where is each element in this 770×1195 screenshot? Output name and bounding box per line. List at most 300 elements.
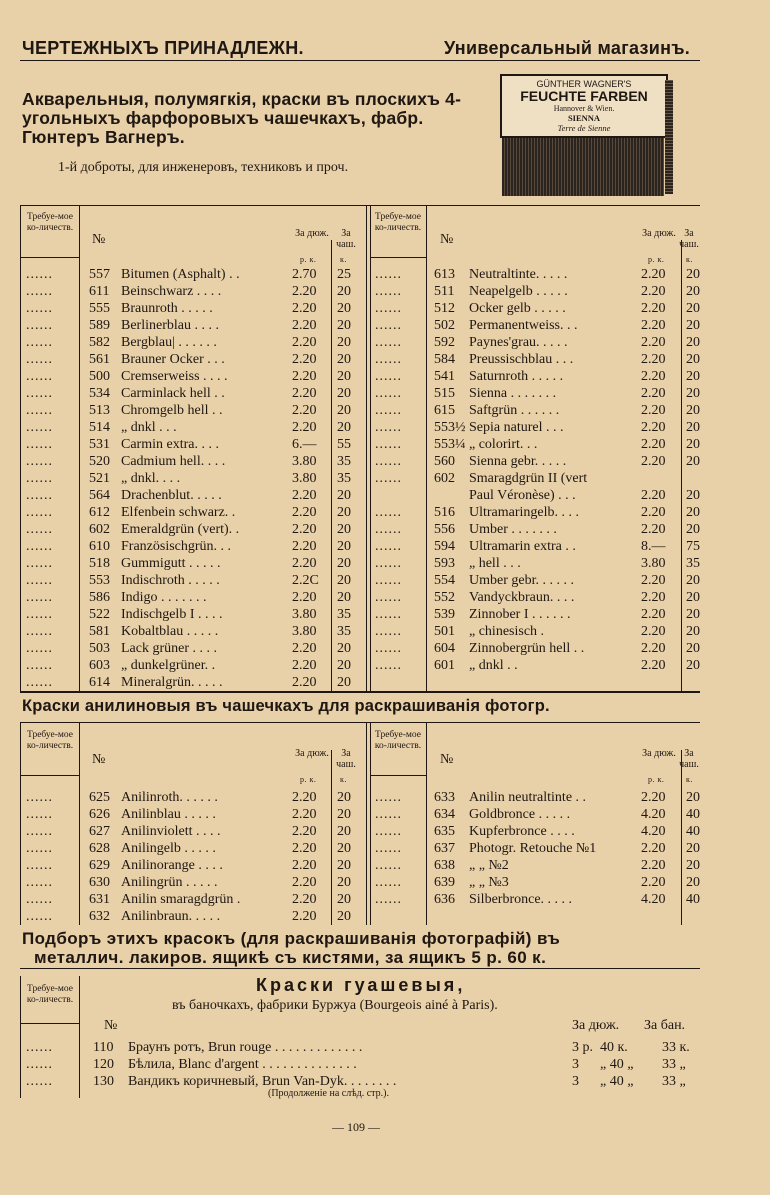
qty-blank: ......	[26, 539, 53, 554]
box-color-french-line: Terre de Sienne	[557, 123, 611, 133]
qty-blank: ......	[26, 658, 53, 673]
item-name: Umber gebr. . . . . .	[469, 573, 574, 588]
price-dozen: 3.80	[292, 624, 317, 639]
price-dozen: 2.70	[292, 267, 317, 282]
price-dozen: 2.20	[641, 790, 666, 805]
price-dozen: 2.20	[292, 488, 317, 503]
cup-header-aniline-right: За чаш.	[679, 748, 699, 770]
qty-blank: ......	[375, 403, 402, 418]
price-dozen: 2.20	[292, 858, 317, 873]
item-number: 531	[89, 437, 110, 452]
price-cup: 25	[337, 267, 351, 282]
item-number: 534	[89, 386, 110, 401]
item-number: 633	[434, 790, 455, 805]
price-cup: 20	[686, 267, 700, 282]
item-number: 625	[89, 790, 110, 805]
qty-blank: ......	[375, 301, 402, 316]
table-row	[0, 504, 770, 521]
item-name: Anilingelb . . . . .	[121, 841, 216, 856]
item-name: Bergblau| . . . . . .	[121, 335, 217, 350]
page-number: — 109 —	[332, 1120, 380, 1134]
item-name: Indigo . . . . . . .	[121, 590, 207, 605]
item-name: Вандикъ коричневый, Brun Van-Dyk. . . . . . . .	[128, 1074, 397, 1089]
price-cup: 20	[686, 335, 700, 350]
number-header-gouache: №	[104, 1018, 118, 1033]
price-dozen: 2.20	[292, 301, 317, 316]
item-number: 560	[434, 454, 455, 469]
item-number: 516	[434, 505, 455, 520]
price-cup: 20	[686, 454, 700, 469]
qty-blank: ......	[375, 454, 402, 469]
item-name: Braunroth . . . . .	[121, 301, 213, 316]
price-cup: 75	[686, 539, 700, 554]
item-name: Anilinbraun. . . . .	[121, 909, 221, 924]
item-number: 500	[89, 369, 110, 384]
price-cup: 20	[337, 909, 351, 924]
item-name: Vandyckbraun. . . .	[469, 590, 575, 605]
qty-blank: ......	[26, 875, 53, 890]
price-dozen: 4.20	[641, 892, 666, 907]
item-name: Saturnroth . . . . .	[469, 369, 564, 384]
price-dozen: 2.20	[292, 539, 317, 554]
price-cup: 35	[337, 454, 351, 469]
qty-header-aniline-left: Требуе-мое ко-личеств.	[26, 730, 74, 751]
item-name: Mineralgrün. . . . .	[121, 675, 223, 690]
qty-blank: ......	[375, 573, 402, 588]
price-dozen-kopecks: „ 40 „	[600, 1057, 634, 1072]
jar-header-gouache: За бан.	[644, 1018, 686, 1033]
price-dozen: 2.20	[292, 284, 317, 299]
item-number: 586	[89, 590, 110, 605]
table-row	[0, 385, 770, 402]
price-cup: 20	[337, 301, 351, 316]
qty-blank: ......	[26, 556, 53, 571]
price-cup: 20	[337, 335, 351, 350]
price-cup: 20	[337, 807, 351, 822]
price-dozen: 2.20	[292, 590, 317, 605]
qty-blank: ......	[26, 454, 53, 469]
item-name: Photogr. Retouche №1	[469, 841, 597, 856]
qty-blank: ......	[26, 403, 53, 418]
price-cup: 20	[686, 420, 700, 435]
price-dozen: 2.20	[641, 607, 666, 622]
item-number: 636	[434, 892, 455, 907]
item-number: 632	[89, 909, 110, 924]
item-number: 514	[89, 420, 110, 435]
qty-blank: ......	[375, 892, 402, 907]
section-title-aniline: Краски анилиновыя въ чашечкахъ для раскрашиванія фотогр.	[22, 697, 550, 715]
price-dozen: 3.80	[292, 471, 317, 486]
unit-rk-aniline-right: р. к.	[648, 775, 665, 784]
price-cup: 55	[337, 437, 351, 452]
table-row	[0, 1039, 770, 1056]
item-number: 539	[434, 607, 455, 622]
price-dozen: 2.20	[292, 318, 317, 333]
price-cup: 20	[337, 824, 351, 839]
qty-blank: ......	[26, 1074, 53, 1089]
item-number: 513	[89, 403, 110, 418]
item-number: 503	[89, 641, 110, 656]
table-row	[0, 823, 770, 840]
table-row	[0, 368, 770, 385]
item-name: „ „ №2	[469, 858, 509, 873]
item-name: Neutraltinte. . . . .	[469, 267, 568, 282]
price-dozen-rubles: 3	[572, 1057, 579, 1072]
qty-blank: ......	[26, 488, 53, 503]
table2-qty-rule-right	[370, 775, 426, 776]
item-number: 614	[89, 675, 110, 690]
item-name: Umber . . . . . . .	[469, 522, 557, 537]
item-name: Cremserweiss . . . .	[121, 369, 228, 384]
unit-rk-left: р. к.	[300, 255, 317, 264]
item-number: 521	[89, 471, 110, 486]
price-dozen: 2.20	[641, 403, 666, 418]
item-name: Elfenbein schwarz. .	[121, 505, 236, 520]
item-number: 561	[89, 352, 110, 367]
qty-blank: ......	[26, 824, 53, 839]
qty-blank: ......	[26, 318, 53, 333]
price-cup: 40	[686, 892, 700, 907]
item-name: Saftgrün . . . . . .	[469, 403, 560, 418]
qty-blank: ......	[375, 437, 402, 452]
price-dozen: 2.20	[292, 369, 317, 384]
qty-header-aniline-right: Требуе-мое ко-личеств.	[374, 730, 422, 751]
price-cup: 20	[337, 522, 351, 537]
price-cup: 20	[337, 318, 351, 333]
price-dozen: 2.20	[641, 590, 666, 605]
qty-blank: ......	[375, 420, 402, 435]
item-name: Zinnobergrün hell . .	[469, 641, 585, 656]
price-dozen: 4.20	[641, 824, 666, 839]
price-cup: 20	[337, 658, 351, 673]
price-cup: 20	[337, 790, 351, 805]
price-dozen: 2.20	[641, 875, 666, 890]
price-cup: 20	[337, 892, 351, 907]
price-dozen: 2.20	[292, 641, 317, 656]
item-name: Paynes'grau. . . . .	[469, 335, 568, 350]
qty-blank: ......	[375, 875, 402, 890]
set-offer-line-1: Подборъ этихъ красокъ (для раскрашиванія фотографій) въ	[22, 929, 561, 948]
price-cup: 20	[337, 858, 351, 873]
table-row	[0, 266, 770, 283]
item-number: 610	[89, 539, 110, 554]
cup-header-left: За чаш.	[336, 228, 356, 250]
price-cup: 20	[337, 841, 351, 856]
item-number: 130	[93, 1074, 114, 1089]
item-name: „ colorirt. . .	[469, 437, 538, 452]
price-dozen-kopecks: „ 40 „	[600, 1074, 634, 1089]
qty-blank: ......	[26, 352, 53, 367]
item-number: 593	[434, 556, 455, 571]
item-number: 553¼	[434, 437, 466, 452]
price-dozen: 2.20	[292, 824, 317, 839]
price-cup: 20	[686, 403, 700, 418]
price-dozen: 2.20	[292, 556, 317, 571]
item-number: 120	[93, 1057, 114, 1072]
price-dozen: 2.20	[641, 386, 666, 401]
item-name: Indischgelb I . . . .	[121, 607, 223, 622]
price-dozen: 2.20	[292, 335, 317, 350]
item-number: 630	[89, 875, 110, 890]
item-number: 601	[434, 658, 455, 673]
price-dozen: 2.20	[641, 301, 666, 316]
item-name: Paul Véronèse) . . .	[469, 488, 576, 503]
price-dozen: 3.80	[292, 607, 317, 622]
item-name: Permanentweiss. . .	[469, 318, 578, 333]
item-name: Berlinerblau . . . .	[121, 318, 219, 333]
table-row	[0, 891, 770, 908]
item-name: Sepia naturel . . .	[469, 420, 564, 435]
item-name: Zinnober I . . . . . .	[469, 607, 571, 622]
box-city-line: Hannover & Wien.	[553, 104, 615, 113]
price-cup: 35	[337, 624, 351, 639]
price-dozen-rubles: 3	[572, 1074, 579, 1089]
qty-blank: ......	[26, 420, 53, 435]
item-name: Smaragdgrün II (vert	[469, 471, 588, 486]
qty-blank: ......	[26, 675, 53, 690]
price-dozen: 2.20	[292, 675, 317, 690]
item-name: Drachenblut. . . . .	[121, 488, 222, 503]
price-dozen: 6.—	[292, 437, 317, 452]
item-name: Cadmium hell. . . .	[121, 454, 226, 469]
section-subtitle: 1-й доброты, для инженеровъ, техниковъ и проч.	[58, 160, 349, 175]
item-name: Ultramarin extra . .	[469, 539, 576, 554]
set-offer-line-2: металлич. лакиров. ящикѣ съ кистями, за ящикъ 5 р. 60 к.	[34, 948, 547, 967]
item-number: 552	[434, 590, 455, 605]
item-name: Ultramaringelb. . . .	[469, 505, 580, 520]
price-dozen: 2.20	[641, 267, 666, 282]
price-cup: 20	[337, 505, 351, 520]
qty-header-gouache: Требуе-мое ко-личеств.	[26, 984, 74, 1005]
item-name: Sienna . . . . . . .	[469, 386, 557, 401]
price-dozen: 2.20	[641, 369, 666, 384]
price-dozen: 2.20	[292, 909, 317, 924]
item-name: Ocker gelb . . . . .	[469, 301, 566, 316]
price-cup: 20	[337, 556, 351, 571]
qty-blank: ......	[26, 790, 53, 805]
item-name: „ chinesisch .	[469, 624, 545, 639]
qty-blank: ......	[375, 807, 402, 822]
qty-blank: ......	[375, 824, 402, 839]
qty-blank: ......	[26, 841, 53, 856]
item-name: Carminlack hell . .	[121, 386, 225, 401]
qty-blank: ......	[375, 522, 402, 537]
price-cup: 20	[686, 437, 700, 452]
item-name: „ dnkl . .	[469, 658, 518, 673]
item-number: 615	[434, 403, 455, 418]
table-row	[0, 623, 770, 640]
item-name: Kobaltblau . . . . .	[121, 624, 219, 639]
qty-blank: ......	[375, 641, 402, 656]
price-cup: 20	[686, 658, 700, 673]
price-dozen: 2.20	[641, 624, 666, 639]
qty-blank: ......	[375, 369, 402, 384]
table1-qty-rule-right	[370, 257, 426, 258]
price-dozen: 2.20	[292, 790, 317, 805]
table-row	[0, 1056, 770, 1073]
qty-blank: ......	[375, 284, 402, 299]
price-dozen: 2.20	[292, 352, 317, 367]
price-cup: 20	[337, 403, 351, 418]
qty-blank: ......	[375, 556, 402, 571]
unit-k-aniline-right: к.	[686, 775, 693, 784]
qty-blank: ......	[26, 858, 53, 873]
qty-blank: ......	[26, 624, 53, 639]
price-cup: 20	[686, 369, 700, 384]
price-dozen: 2.20	[292, 505, 317, 520]
qty-blank: ......	[375, 841, 402, 856]
box-front-hatching	[502, 138, 664, 196]
qty-blank: ......	[26, 386, 53, 401]
price-cup: 20	[686, 352, 700, 367]
item-number: 564	[89, 488, 110, 503]
item-number: 502	[434, 318, 455, 333]
item-name: „ „ №3	[469, 875, 509, 890]
price-dozen: 2.20	[641, 284, 666, 299]
price-dozen: 2.20	[641, 841, 666, 856]
price-dozen: 3.80	[292, 454, 317, 469]
price-dozen: 3.80	[641, 556, 666, 571]
table2-top-rule	[20, 722, 700, 723]
qty-blank: ......	[26, 267, 53, 282]
box-brand-line: GÜNTHER WAGNER'S	[536, 79, 632, 89]
price-cup: 20	[337, 284, 351, 299]
price-cup: 20	[686, 488, 700, 503]
qty-blank: ......	[26, 892, 53, 907]
box-side-hatching	[665, 80, 673, 194]
price-dozen: 2.2С	[292, 573, 319, 588]
price-dozen: 2.20	[641, 658, 666, 673]
table-row	[0, 521, 770, 538]
price-dozen: 2.20	[641, 454, 666, 469]
item-number: 603	[89, 658, 110, 673]
table-row	[0, 572, 770, 589]
price-cup: 20	[337, 386, 351, 401]
price-dozen: 2.20	[641, 420, 666, 435]
item-number: 581	[89, 624, 110, 639]
table-row	[0, 840, 770, 857]
price-dozen: 2.20	[292, 420, 317, 435]
item-number: 631	[89, 892, 110, 907]
item-name: Gummigutt . . . . .	[121, 556, 221, 571]
price-dozen: 2.20	[292, 875, 317, 890]
qty-blank: ......	[26, 1040, 53, 1055]
qty-blank: ......	[375, 318, 402, 333]
price-cup: 20	[686, 301, 700, 316]
qty-blank: ......	[375, 539, 402, 554]
item-name: Anilinorange . . . .	[121, 858, 223, 873]
table-row	[0, 806, 770, 823]
price-cup: 20	[337, 488, 351, 503]
item-number: 555	[89, 301, 110, 316]
table-row	[0, 908, 770, 925]
item-number: 553	[89, 573, 110, 588]
price-jar: 33 к.	[662, 1040, 690, 1055]
qty-blank: ......	[26, 807, 53, 822]
number-header-right: №	[440, 232, 454, 247]
price-cup: 20	[686, 875, 700, 890]
table-row	[0, 657, 770, 674]
qty-blank: ......	[375, 267, 402, 282]
price-cup: 20	[337, 573, 351, 588]
item-number: 628	[89, 841, 110, 856]
table1-bottom-rule	[20, 691, 700, 693]
item-number: 589	[89, 318, 110, 333]
qty-blank: ......	[375, 352, 402, 367]
gouache-subtitle: въ баночкахъ, фабрики Буржуа (Bourgeois ainé à Paris).	[172, 998, 498, 1013]
qty-blank: ......	[26, 471, 53, 486]
item-name: „ dunkelgrüner. .	[121, 658, 216, 673]
item-name: Emeraldgrün (vert). .	[121, 522, 240, 537]
number-header-aniline-right: №	[440, 752, 454, 767]
price-dozen: 2.20	[641, 437, 666, 452]
price-dozen: 4.20	[641, 807, 666, 822]
item-number: 635	[434, 824, 455, 839]
item-number: 627	[89, 824, 110, 839]
qty-blank: ......	[375, 858, 402, 873]
item-number: 602	[89, 522, 110, 537]
qty-blank: ......	[26, 607, 53, 622]
item-name: Браунъ ротъ, Brun rouge . . . . . . . . . . . . .	[128, 1040, 363, 1055]
price-dozen: 2.20	[641, 335, 666, 350]
price-dozen: 2.20	[641, 352, 666, 367]
table-row	[0, 351, 770, 368]
unit-k-left: к.	[340, 255, 347, 264]
item-name: Anilin neutraltinte . .	[469, 790, 587, 805]
price-cup: 20	[337, 539, 351, 554]
item-name: Chromgelb hell . .	[121, 403, 223, 418]
qty-blank: ......	[26, 284, 53, 299]
table-row	[0, 789, 770, 806]
price-cup: 20	[337, 352, 351, 367]
unit-rk-aniline-left: р. к.	[300, 775, 317, 784]
note-rule	[20, 968, 700, 969]
price-cup: 20	[337, 590, 351, 605]
price-cup: 20	[686, 641, 700, 656]
item-number: 511	[434, 284, 455, 299]
qty-blank: ......	[26, 437, 53, 452]
item-number: 592	[434, 335, 455, 350]
price-jar: 33 „	[662, 1074, 686, 1089]
item-name: Anilinviolett . . . .	[121, 824, 221, 839]
qty-blank: ......	[375, 790, 402, 805]
qty-blank: ......	[26, 335, 53, 350]
table-row	[0, 857, 770, 874]
table-row	[0, 538, 770, 555]
item-name: „ dnkl. . . .	[121, 471, 181, 486]
item-number: 557	[89, 267, 110, 282]
item-name: Anilin smaragdgrün .	[121, 892, 241, 907]
item-name: Silberbronce. . . . .	[469, 892, 573, 907]
item-number: 110	[93, 1040, 114, 1055]
header-rule	[20, 60, 700, 61]
qty-header-right: Требуе-мое ко-личеств.	[374, 212, 422, 233]
price-dozen: 2.20	[641, 858, 666, 873]
item-number: 613	[434, 267, 455, 282]
item-number: 520	[89, 454, 110, 469]
item-name: Carmin extra. . . .	[121, 437, 219, 452]
item-name: Anilingrün . . . . .	[121, 875, 218, 890]
price-cup: 20	[686, 386, 700, 401]
table-row	[0, 419, 770, 436]
table3-qty-rule	[20, 1023, 79, 1024]
item-number: 629	[89, 858, 110, 873]
item-name: Französischgrün. . .	[121, 539, 232, 554]
item-number: 604	[434, 641, 455, 656]
item-name: Brauner Ocker . . .	[121, 352, 225, 367]
item-number: 554	[434, 573, 455, 588]
item-number: 612	[89, 505, 110, 520]
